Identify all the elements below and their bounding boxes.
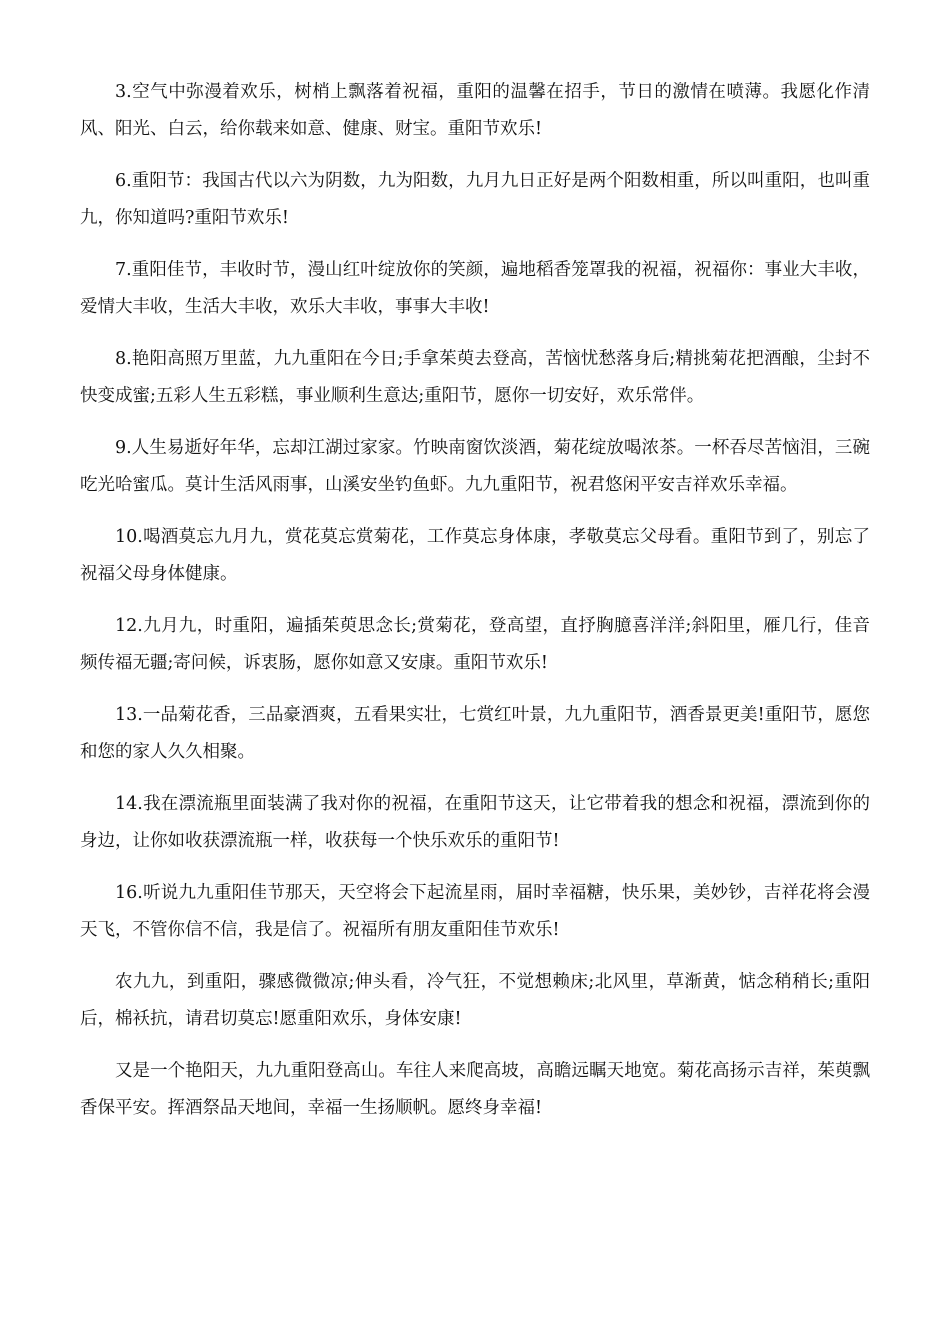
paragraph: 8.艳阳高照万里蓝，九九重阳在今日;手拿茱萸去登高，苦恼忧愁落身后;精挑菊花把酒酿，尘封不快变成蜜;五彩人生五彩糕，事业顺利生意达;重阳节，愿你一切安好，欢乐常伴。 <box>80 349 870 406</box>
paragraph: 16.听说九九重阳佳节那天，天空将会下起流星雨，届时幸福糖，快乐果，美妙钞，吉祥花将会漫天飞，不管你信不信，我是信了。祝福所有朋友重阳佳节欢乐! <box>80 883 870 940</box>
document-body <box>80 74 870 1142</box>
paragraph: 9.人生易逝好年华，忘却江湖过家家。竹映南窗饮淡酒，菊花绽放喝浓茶。一杯吞尽苦恼泪，三碗吃光哈蜜瓜。莫计生活风雨事，山溪安坐钓鱼虾。九九重阳节，祝君悠闲平安吉祥欢乐幸福。 <box>80 438 870 495</box>
paragraph: 10.喝酒莫忘九月九，赏花莫忘赏菊花，工作莫忘身体康，孝敬莫忘父母看。重阳节到了，别忘了祝福父母身体健康。 <box>80 527 870 584</box>
paragraph: 6.重阳节：我国古代以六为阴数，九为阳数，九月九日正好是两个阳数相重，所以叫重阳，也叫重九，你知道吗?重阳节欢乐! <box>80 171 870 228</box>
paragraph: 13.一品菊花香，三品豪酒爽，五看果实壮，七赏红叶景，九九重阳节，酒香景更美!重阳节，愿您和您的家人久久相聚。 <box>80 705 870 762</box>
paragraph: 又是一个艳阳天，九九重阳登高山。车往人来爬高坡，高瞻远瞩天地宽。菊花高扬示吉祥，茱萸飘香保平安。挥酒祭品天地间，幸福一生扬顺帆。愿终身幸福! <box>80 1061 870 1118</box>
paragraph: 12.九月九，时重阳，遍插茱萸思念长;赏菊花，登高望，直抒胸臆喜洋洋;斜阳里，雁几行，佳音频传福无疆;寄问候，诉衷肠，愿你如意又安康。重阳节欢乐! <box>80 616 870 673</box>
paragraph: 7.重阳佳节，丰收时节，漫山红叶绽放你的笑颜，遍地稻香笼罩我的祝福，祝福你：事业大丰收，爱情大丰收，生活大丰收，欢乐大丰收，事事大丰收! <box>80 260 870 317</box>
paragraph: 3.空气中弥漫着欢乐，树梢上飘落着祝福，重阳的温馨在招手，节日的激情在喷薄。我愿化作清风、阳光、白云，给你载来如意、健康、财宝。重阳节欢乐! <box>80 82 870 139</box>
paragraph: 农九九，到重阳，骤感微微凉;伸头看，冷气狂，不觉想赖床;北风里，草渐黄，惦念稍稍长;重阳后，棉袄抗，请君切莫忘!愿重阳欢乐，身体安康! <box>80 972 870 1029</box>
paragraph: 14.我在漂流瓶里面装满了我对你的祝福，在重阳节这天，让它带着我的想念和祝福，漂流到你的身边，让你如收获漂流瓶一样，收获每一个快乐欢乐的重阳节! <box>80 794 870 851</box>
